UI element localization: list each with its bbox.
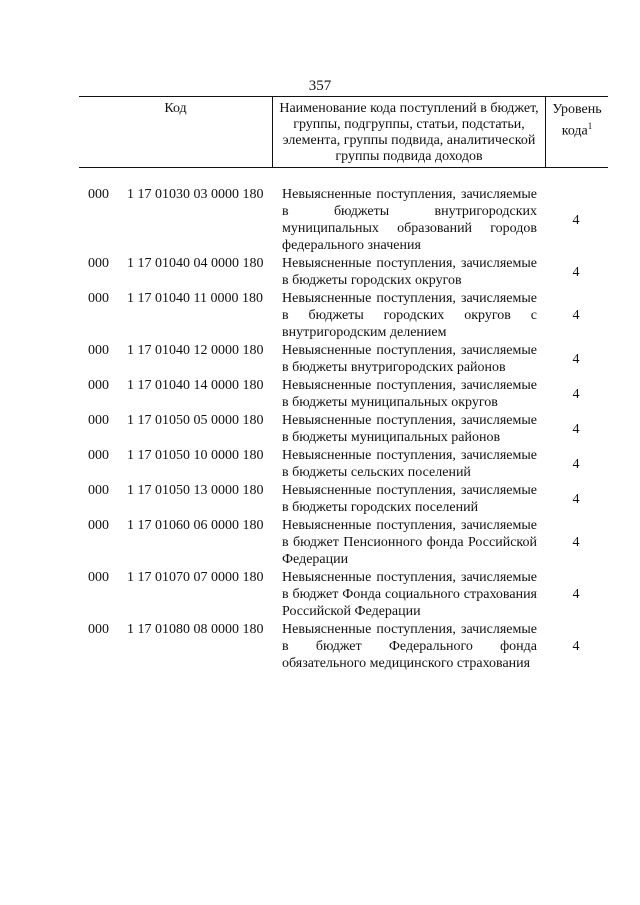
admin-code: 000 — [88, 518, 109, 533]
table-row — [88, 447, 608, 481]
revenue-code: 1 17 01040 04 0000 180 — [127, 256, 264, 271]
header-level-label: Уровень кода — [552, 102, 602, 139]
code-level: 4 — [572, 422, 580, 437]
header-code: Код — [79, 97, 273, 167]
code-level: 4 — [572, 492, 580, 507]
header-level-footnote-mark: 1 — [587, 121, 593, 131]
revenue-code: 1 17 01060 06 0000 180 — [127, 518, 264, 533]
admin-code: 000 — [88, 622, 109, 637]
revenue-name: Невыясненные поступления, зачисляемые в бюджеты внутригородских муниципальных образований городов федерального значения — [282, 187, 537, 253]
revenue-code: 1 17 01070 07 0000 180 — [127, 570, 264, 585]
admin-code: 000 — [88, 256, 109, 271]
code-level: 4 — [572, 587, 580, 602]
revenue-name: Невыясненные поступления, зачисляемые в бюджеты городских округов с внутригородским делением — [282, 291, 537, 340]
revenue-name: Невыясненные поступления, зачисляемые в бюджеты городских округов — [282, 256, 537, 288]
table-row — [88, 569, 608, 620]
table-row — [88, 186, 608, 254]
revenue-name: Невыясненные поступления, зачисляемые в бюджеты муниципальных районов — [282, 413, 537, 445]
admin-code: 000 — [88, 570, 109, 585]
revenue-code: 1 17 01050 13 0000 180 — [127, 483, 264, 498]
header-name: Наименование кода поступлений в бюджет, группы, подгруппы, статьи, подстатьи, элемента, группы подвида, аналитической группы подвида доходов — [273, 97, 546, 167]
code-level: 4 — [572, 535, 580, 550]
revenue-code: 1 17 01040 14 0000 180 — [127, 378, 264, 393]
revenue-name: Невыясненные поступления, зачисляемые в бюджеты муниципальных округов — [282, 378, 537, 410]
revenue-name: Невыясненные поступления, зачисляемые в бюджет Пенсионного фонда Российской Федерации — [282, 518, 537, 567]
admin-code: 000 — [88, 413, 109, 428]
table-row — [88, 517, 608, 568]
code-level: 4 — [572, 457, 580, 472]
revenue-code: 1 17 01040 11 0000 180 — [127, 291, 263, 306]
code-level: 4 — [572, 639, 580, 654]
table-row — [88, 482, 608, 516]
table-row — [88, 290, 608, 341]
code-level: 4 — [572, 265, 580, 280]
admin-code: 000 — [88, 343, 109, 358]
admin-code: 000 — [88, 187, 109, 202]
table-body — [88, 186, 608, 673]
admin-code: 000 — [88, 483, 109, 498]
admin-code: 000 — [88, 378, 109, 393]
revenue-name: Невыясненные поступления, зачисляемые в бюджет Федерального фонда обязательного медицинского страхования — [282, 622, 537, 671]
revenue-name: Невыясненные поступления, зачисляемые в бюджеты внутригородских районов — [282, 343, 537, 375]
page-number: 357 — [308, 78, 332, 94]
revenue-name: Невыясненные поступления, зачисляемые в бюджет Фонда социального страхования Российской Федерации — [282, 570, 537, 619]
header-level — [546, 97, 608, 167]
code-level: 4 — [572, 213, 580, 228]
table-row — [88, 621, 608, 672]
code-level: 4 — [572, 308, 580, 323]
table-row — [88, 255, 608, 289]
revenue-code: 1 17 01080 08 0000 180 — [127, 622, 264, 637]
revenue-code: 1 17 01050 05 0000 180 — [127, 413, 264, 428]
revenue-code: 1 17 01050 10 0000 180 — [127, 448, 264, 463]
code-level: 4 — [572, 352, 580, 367]
table-row — [88, 342, 608, 376]
code-level: 4 — [572, 387, 580, 402]
revenue-code: 1 17 01040 12 0000 180 — [127, 343, 264, 358]
table-row — [88, 412, 608, 446]
table-header — [79, 96, 608, 168]
admin-code: 000 — [88, 448, 109, 463]
revenue-name: Невыясненные поступления, зачисляемые в бюджеты городских поселений — [282, 483, 537, 515]
revenue-name: Невыясненные поступления, зачисляемые в бюджеты сельских поселений — [282, 448, 537, 480]
admin-code: 000 — [88, 291, 109, 306]
revenue-code: 1 17 01030 03 0000 180 — [127, 187, 264, 202]
table-row — [88, 377, 608, 411]
